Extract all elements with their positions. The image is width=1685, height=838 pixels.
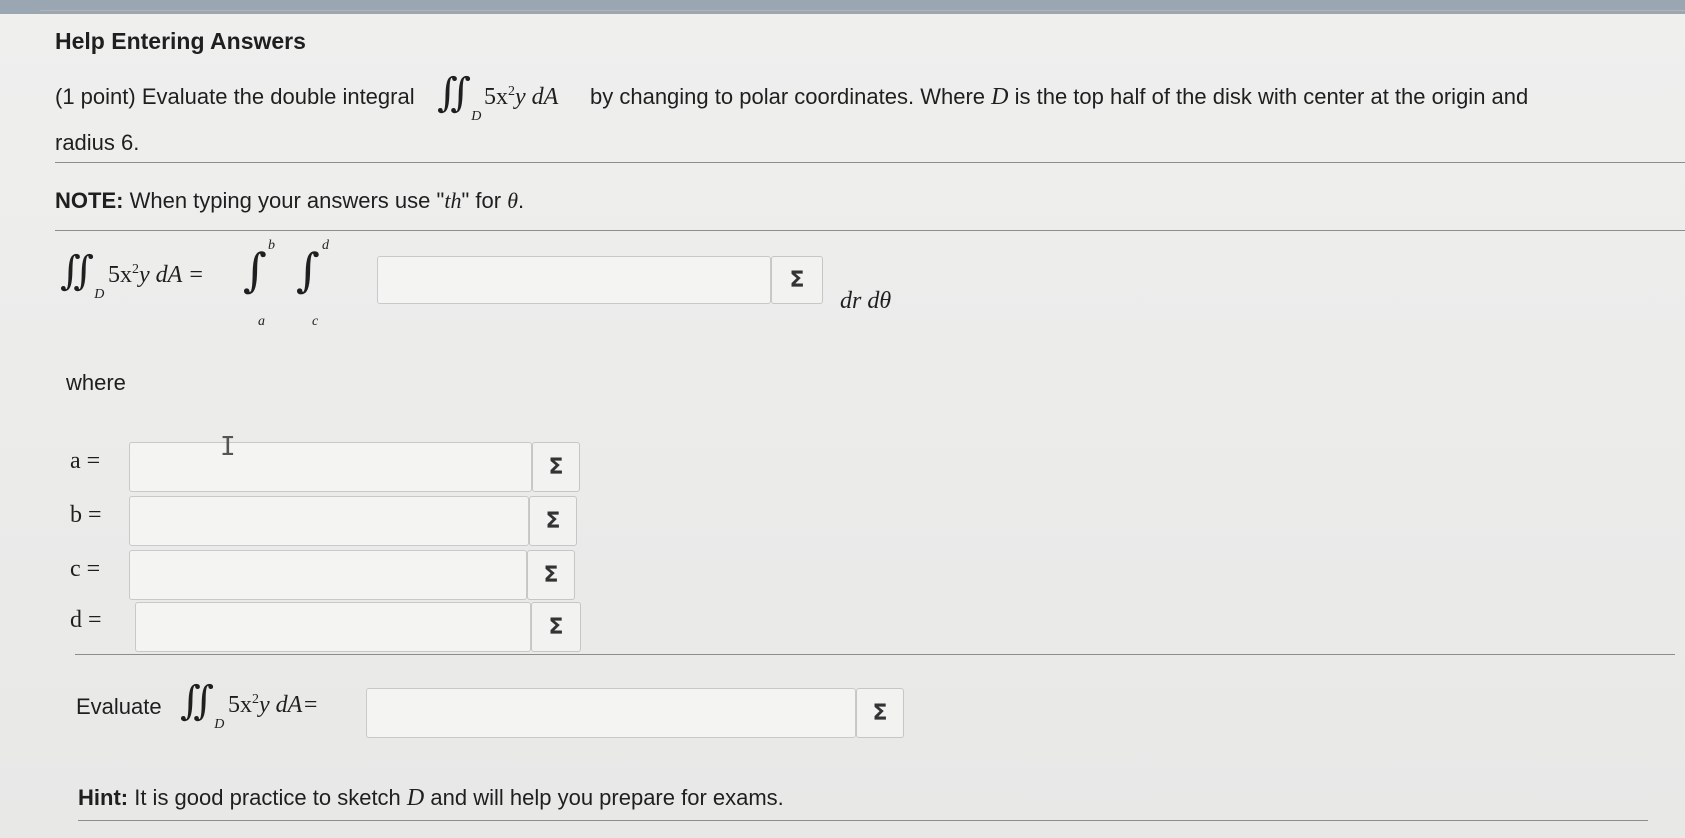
lhs-domain-subscript: D — [94, 287, 105, 302]
differentials: dr dθ — [840, 288, 892, 314]
bound-input-a[interactable] — [129, 442, 532, 492]
points-label: (1 point) — [55, 84, 136, 109]
evaluate-input[interactable] — [366, 688, 856, 738]
help-entering-answers-link[interactable]: Help Entering Answers — [55, 28, 306, 54]
note-theta: θ — [507, 188, 518, 213]
problem-integrand — [484, 84, 558, 111]
bound-label-a: a = — [70, 448, 101, 474]
where-label: where — [66, 370, 126, 395]
note-th: th — [444, 188, 462, 213]
bound-b-equation-editor-button[interactable]: Σ — [529, 496, 577, 546]
evaluate-equation-editor-button[interactable]: Σ — [856, 688, 904, 738]
problem-text-before: Evaluate the double integral — [141, 84, 415, 109]
bound-d-equation-editor-button[interactable]: Σ — [531, 602, 581, 652]
note-text-before: When typing your answers use " — [129, 188, 445, 213]
integrand-base: 5x — [484, 84, 508, 110]
evaluate-label: Evaluate — [76, 694, 162, 719]
bound-input-b[interactable] — [129, 496, 529, 546]
hint-label: Hint: — [78, 785, 129, 810]
outer-integral-symbol: ∫ — [243, 243, 267, 297]
note-text-mid: " for — [461, 188, 502, 213]
integrand-equation-editor-button[interactable]: Σ — [771, 256, 823, 304]
lhs-exponent: 2 — [132, 262, 139, 277]
integrand-input[interactable] — [377, 256, 771, 304]
note-line — [55, 188, 524, 214]
evaluate-domain-subscript: D — [214, 717, 225, 732]
text-cursor-icon: I — [220, 432, 236, 462]
domain-subscript: D — [471, 109, 482, 124]
integrand-rest: y dA — [515, 84, 559, 110]
evaluate-base: 5x — [228, 692, 252, 718]
evaluate-rest: y dA= — [259, 692, 319, 718]
lhs-expression — [108, 262, 204, 289]
divider-1 — [55, 162, 1685, 163]
problem-var-d: D — [991, 84, 1009, 110]
bound-a-equation-editor-button[interactable]: Σ — [532, 442, 580, 492]
outer-upper-limit: b — [268, 238, 275, 253]
evaluate-exponent: 2 — [252, 692, 259, 707]
bound-label-b: b = — [70, 502, 102, 528]
inner-upper-limit: d — [322, 238, 329, 253]
lhs-rest: y dA = — [139, 262, 205, 288]
evaluate-expression — [228, 692, 319, 719]
integrand-exponent: 2 — [508, 84, 515, 99]
problem-text-after — [590, 84, 1528, 111]
inner-lower-limit: c — [312, 314, 319, 329]
problem-line2: radius 6. — [55, 130, 140, 155]
bound-label-d: d = — [70, 607, 102, 633]
lhs-integral — [60, 248, 110, 302]
bound-input-c[interactable] — [129, 550, 527, 600]
inner-integral-symbol: ∫ — [296, 243, 320, 297]
bound-input-d[interactable] — [135, 602, 531, 652]
note-text-end: . — [518, 188, 525, 213]
divider-top — [40, 10, 1685, 11]
hint-line — [78, 785, 784, 812]
problem-statement — [55, 84, 415, 110]
outer-lower-limit: a — [258, 314, 265, 329]
inner-integral — [296, 243, 320, 297]
evaluate-integral — [180, 678, 230, 732]
divider-2 — [55, 230, 1685, 231]
evaluate-double-integral-symbol: ∬ — [180, 678, 215, 724]
outer-integral — [243, 243, 267, 297]
divider-4 — [78, 820, 1648, 821]
problem-text-after-span: by changing to polar coordinates. Where — [590, 84, 986, 109]
double-integral-symbol: ∬ — [437, 70, 472, 116]
top-strip — [0, 0, 1685, 14]
problem-integral — [437, 70, 487, 124]
lhs-base: 5x — [108, 262, 132, 288]
hint-text-before: It is good practice to sketch — [134, 785, 401, 810]
problem-text-after2: is the top half of the disk with center at the origin and — [1014, 84, 1529, 109]
note-label: NOTE: — [55, 188, 124, 213]
lhs-double-integral-symbol: ∬ — [60, 248, 95, 294]
bound-label-c: c = — [70, 556, 101, 582]
hint-var-d: D — [406, 785, 425, 811]
divider-3 — [75, 654, 1675, 655]
hint-text-after: and will help you prepare for exams. — [430, 785, 784, 810]
bound-c-equation-editor-button[interactable]: Σ — [527, 550, 575, 600]
